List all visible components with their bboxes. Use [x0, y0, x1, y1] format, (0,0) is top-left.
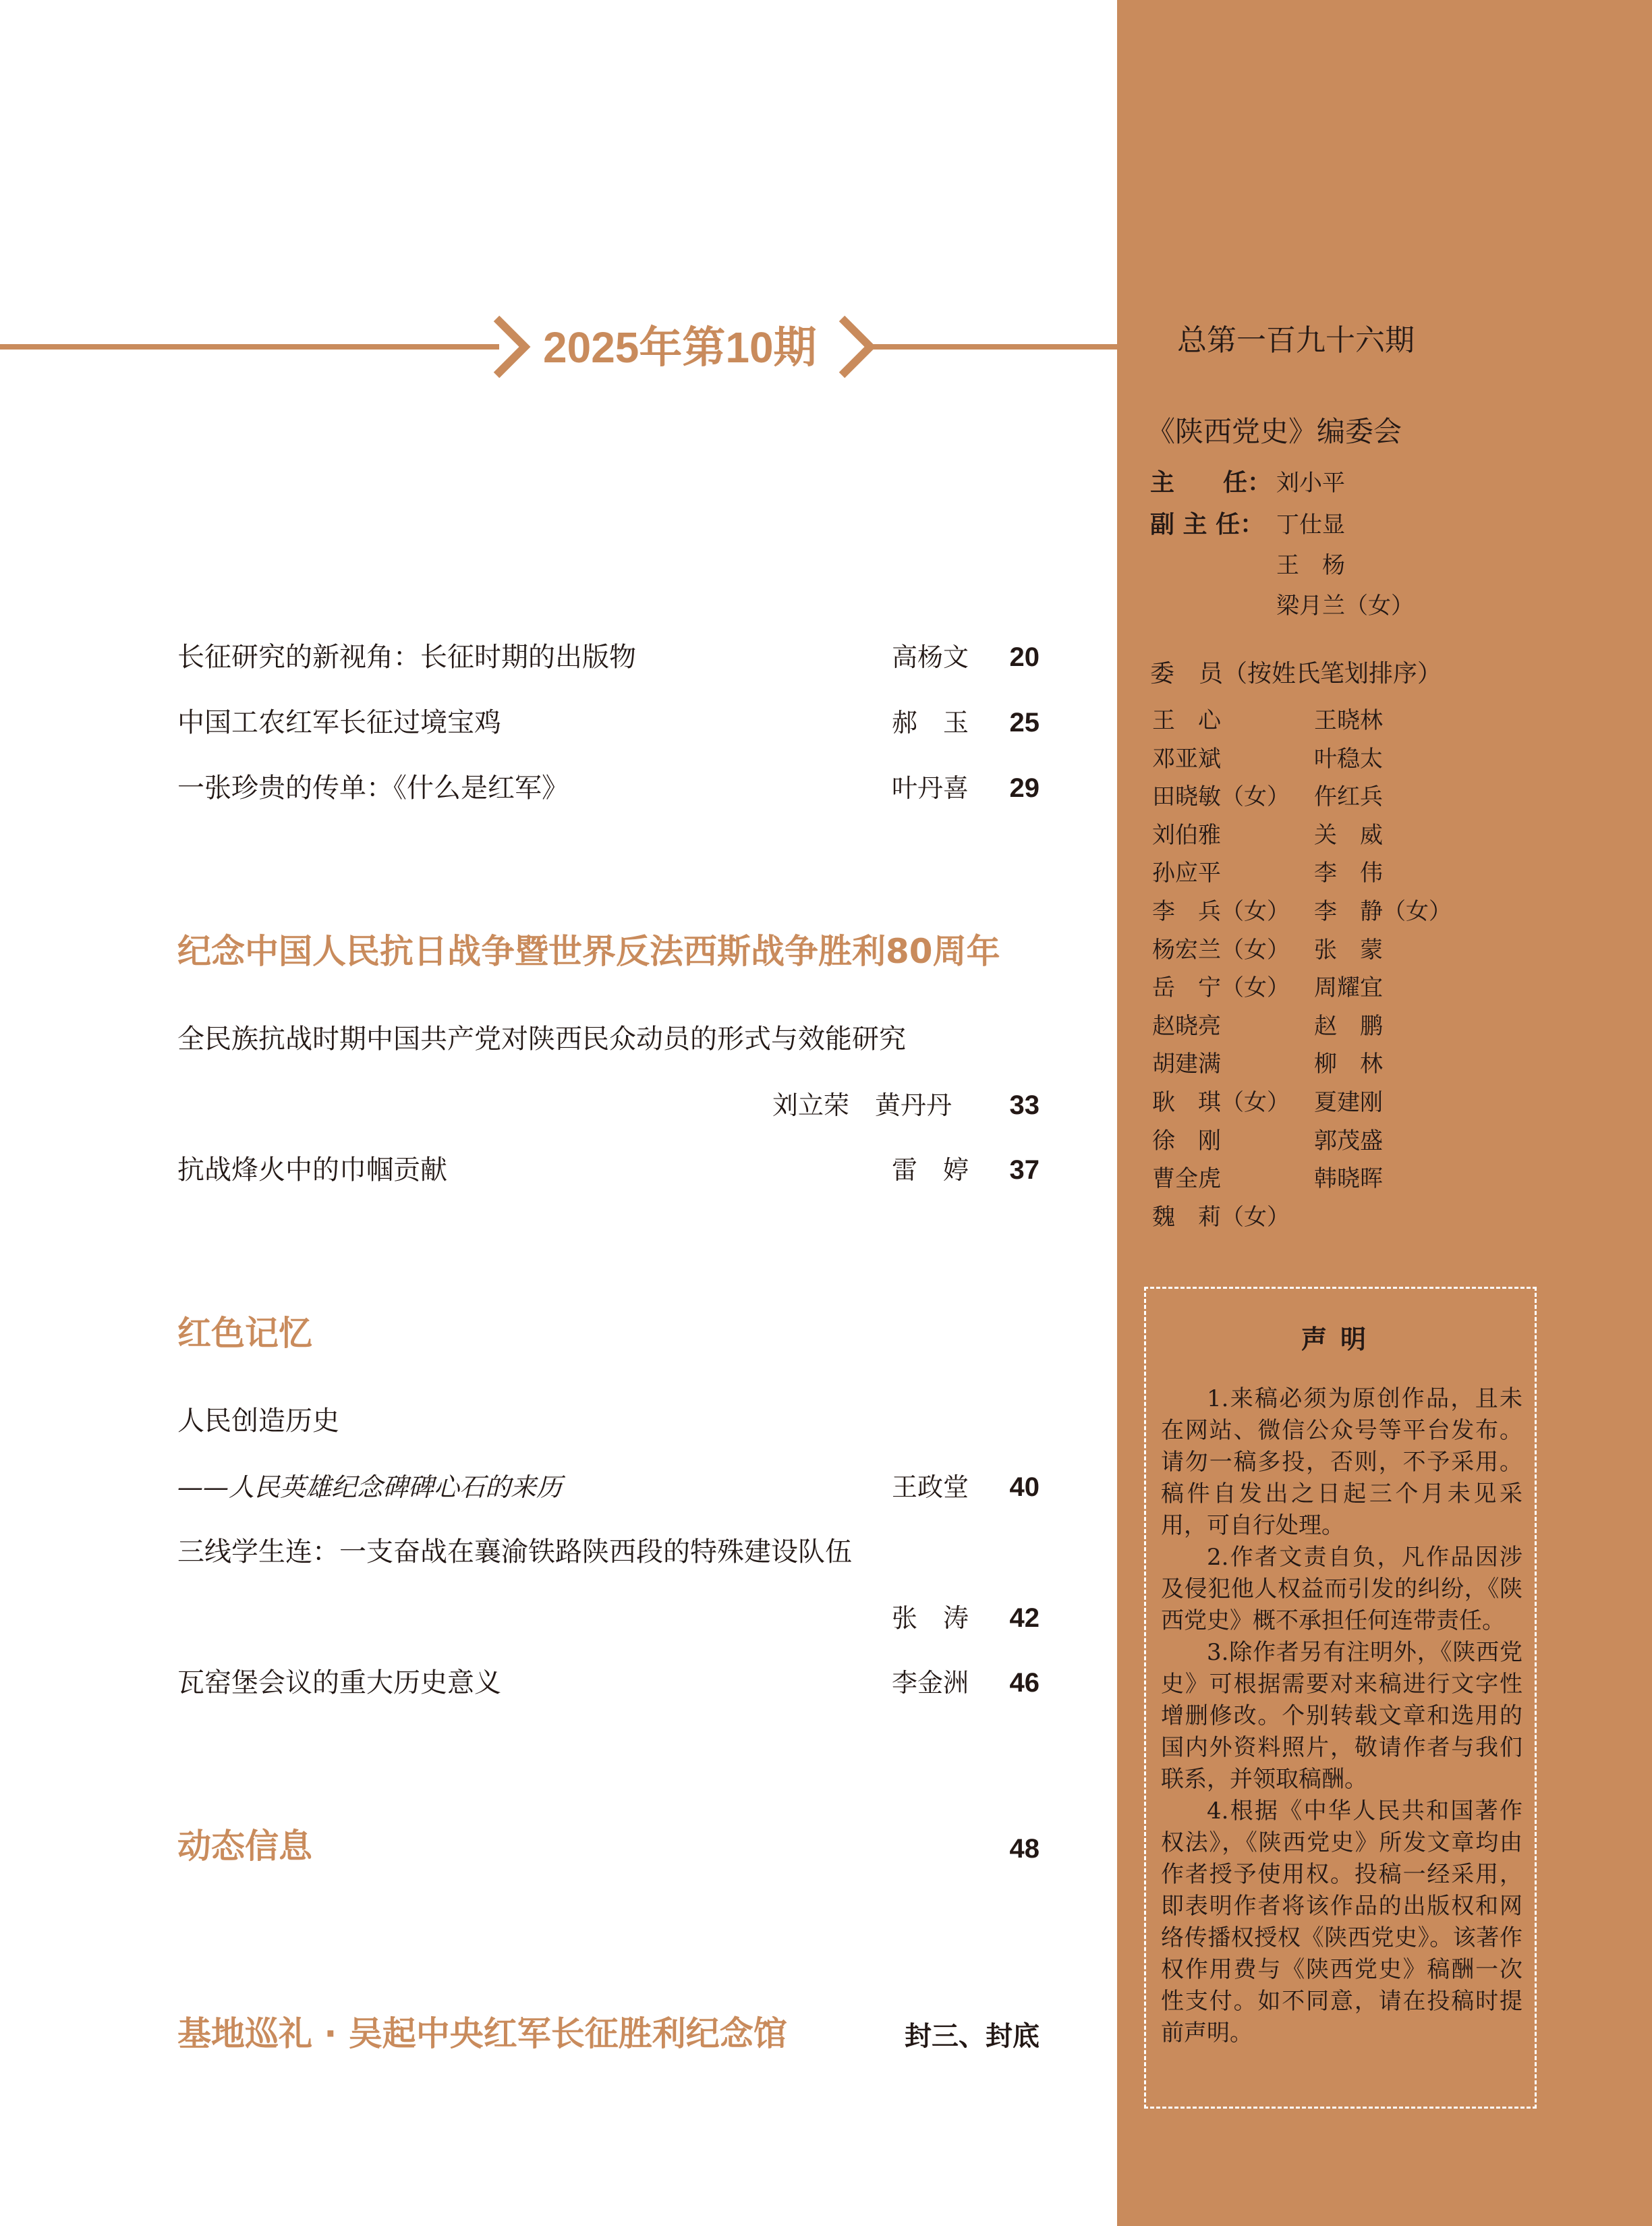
notice-paragraph: 1.来稿必须为原创作品，且未在网站、微信公众号等平台发布。请勿一稿多投，否则，不予采用。稿件自发出之日起三个月未见采用，可自行处理。 — [1161, 1385, 1522, 1539]
toc-title[interactable]: 一张珍贵的传单：《什么是红军》 — [177, 773, 569, 804]
member-name: 张 蒙 — [1314, 936, 1383, 964]
member-name: 田晓敏（女） — [1152, 783, 1290, 811]
toc-title[interactable]: 中国工农红军长征过境宝鸡 — [177, 707, 501, 738]
toc-page-number: 33 — [1009, 1090, 1039, 1120]
member-name: 刘伯雅 — [1152, 821, 1221, 849]
toc-title[interactable]: 三线学生连：一支奋战在襄渝铁路陕西段的特殊建设队伍 — [177, 1536, 852, 1567]
member-name: 柳 林 — [1314, 1051, 1383, 1078]
member-name: 杨宏兰（女） — [1152, 936, 1290, 964]
toc-page-number: 25 — [1009, 708, 1039, 738]
toc-page-number: 20 — [1009, 642, 1039, 672]
deputy-director-name: 梁月兰（女） — [1276, 592, 1414, 619]
notice-paragraph: 4.根据《中华人民共和国著作权法》，《陕西党史》所发文章均由作者授予使用权。投稿一经采用，即表明作者将该作品的出版权和网络传播权授权《陕西党史》。该著作权作用费与《陕西党史》稿酬一次性支付。如不同意，请在投稿时提前声明。 — [1161, 1798, 1522, 2047]
member-name: 胡建满 — [1152, 1051, 1221, 1078]
toc-page-number: 封三、封底 — [905, 2022, 1039, 2051]
section-heading: 纪念中国人民抗日战争暨世界反法西斯战争胜利80周年 — [177, 932, 1000, 971]
editorial-board-title: 《陕西党史》编委会 — [1147, 415, 1402, 448]
member-name: 夏建刚 — [1314, 1088, 1383, 1116]
member-name: 韩晓晖 — [1314, 1165, 1383, 1193]
toc-page-number: 29 — [1009, 773, 1039, 803]
member-name: 赵 鹏 — [1314, 1012, 1383, 1040]
member-name: 孙应平 — [1152, 860, 1221, 887]
toc-author: 张 涛 — [892, 1603, 969, 1633]
section-heading[interactable]: 动态信息 — [177, 1827, 312, 1866]
toc-subtitle: ——人民英雄纪念碑碑心石的来历 — [177, 1472, 563, 1502]
member-name: 王晓林 — [1314, 707, 1383, 734]
total-issue-number: 总第一百九十六期 — [1177, 323, 1415, 358]
director-name: 刘小平 — [1276, 470, 1345, 497]
issue-line-left — [0, 344, 499, 350]
toc-title[interactable]: 人民创造历史 — [177, 1406, 339, 1437]
member-name: 赵晓亮 — [1152, 1012, 1221, 1040]
deputy-director-name: 丁仕显 — [1276, 511, 1345, 538]
issue-title: 2025年第10期 — [543, 323, 817, 372]
notice-paragraph: 3.除作者另有注明外，《陕西党史》可根据需要对来稿进行文字性增删修改。个别转载文章和选用的国内外资料照片，敬请作者与我们联系，并领取稿酬。 — [1161, 1639, 1522, 1793]
director-label: 主 任： — [1150, 469, 1272, 497]
member-name: 邓亚斌 — [1152, 745, 1221, 773]
toc-title[interactable]: 长征研究的新视角：长征时期的出版物 — [177, 642, 636, 673]
toc-title[interactable]: 抗战烽火中的巾帼贡献 — [177, 1154, 447, 1186]
member-name: 叶稳太 — [1314, 745, 1383, 773]
member-name: 徐 刚 — [1152, 1127, 1221, 1154]
toc-author: 刘立荣 黄丹丹 — [772, 1090, 952, 1120]
member-name: 耿 琪（女） — [1152, 1088, 1290, 1116]
toc-title[interactable]: 全民族抗战时期中国共产党对陕西民众动员的形式与效能研究 — [177, 1024, 906, 1055]
notice-box — [1144, 1287, 1537, 2109]
member-name: 李 静（女） — [1314, 897, 1452, 925]
member-name: 曹全虎 — [1152, 1165, 1221, 1193]
member-name: 岳 宁（女） — [1152, 974, 1290, 1002]
deputy-director-name: 王 杨 — [1276, 552, 1345, 579]
notice-body — [1161, 1383, 1522, 2049]
toc-page-number: 48 — [1009, 1834, 1039, 1864]
chevron-right-icon — [491, 316, 532, 378]
section-heading: 红色记忆 — [177, 1314, 312, 1353]
section-heading[interactable]: 基地巡礼 · 吴起中央红军长征胜利纪念馆 — [177, 2014, 787, 2053]
toc-author: 高杨文 — [892, 642, 969, 672]
toc-page-number: 37 — [1009, 1155, 1039, 1185]
deputy-director-label: 副 主 任： — [1150, 511, 1265, 538]
notice-title: 声明 — [1301, 1325, 1379, 1354]
toc-author: 雷 婷 — [892, 1155, 969, 1185]
toc-page-number: 40 — [1009, 1472, 1039, 1502]
members-list — [1152, 704, 1503, 1233]
toc-title[interactable]: 瓦窑堡会议的重大历史意义 — [177, 1667, 501, 1698]
toc-author: 李金洲 — [892, 1668, 969, 1698]
toc-author: 王政堂 — [892, 1472, 969, 1502]
toc-page-number: 42 — [1009, 1603, 1039, 1633]
member-name: 王 心 — [1152, 707, 1221, 734]
member-name: 周耀宜 — [1314, 974, 1383, 1002]
toc-author: 叶丹喜 — [892, 773, 969, 803]
member-name: 仵红兵 — [1314, 783, 1383, 811]
toc-author: 郝 玉 — [892, 708, 969, 738]
toc-page-number: 46 — [1009, 1668, 1039, 1698]
member-name: 李 兵（女） — [1152, 897, 1290, 925]
member-name: 关 威 — [1314, 821, 1383, 849]
notice-paragraph: 2.作者文责自负，凡作品因涉及侵犯他人权益而引发的纠纷，《陕西党史》概不承担任何连带责任。 — [1161, 1544, 1522, 1634]
members-title: 委 员（按姓氏笔划排序） — [1150, 660, 1442, 688]
issue-line-right — [867, 344, 1117, 350]
member-name: 魏 莉（女） — [1152, 1203, 1290, 1231]
member-name: 郭茂盛 — [1314, 1127, 1383, 1154]
member-name: 李 伟 — [1314, 860, 1383, 887]
